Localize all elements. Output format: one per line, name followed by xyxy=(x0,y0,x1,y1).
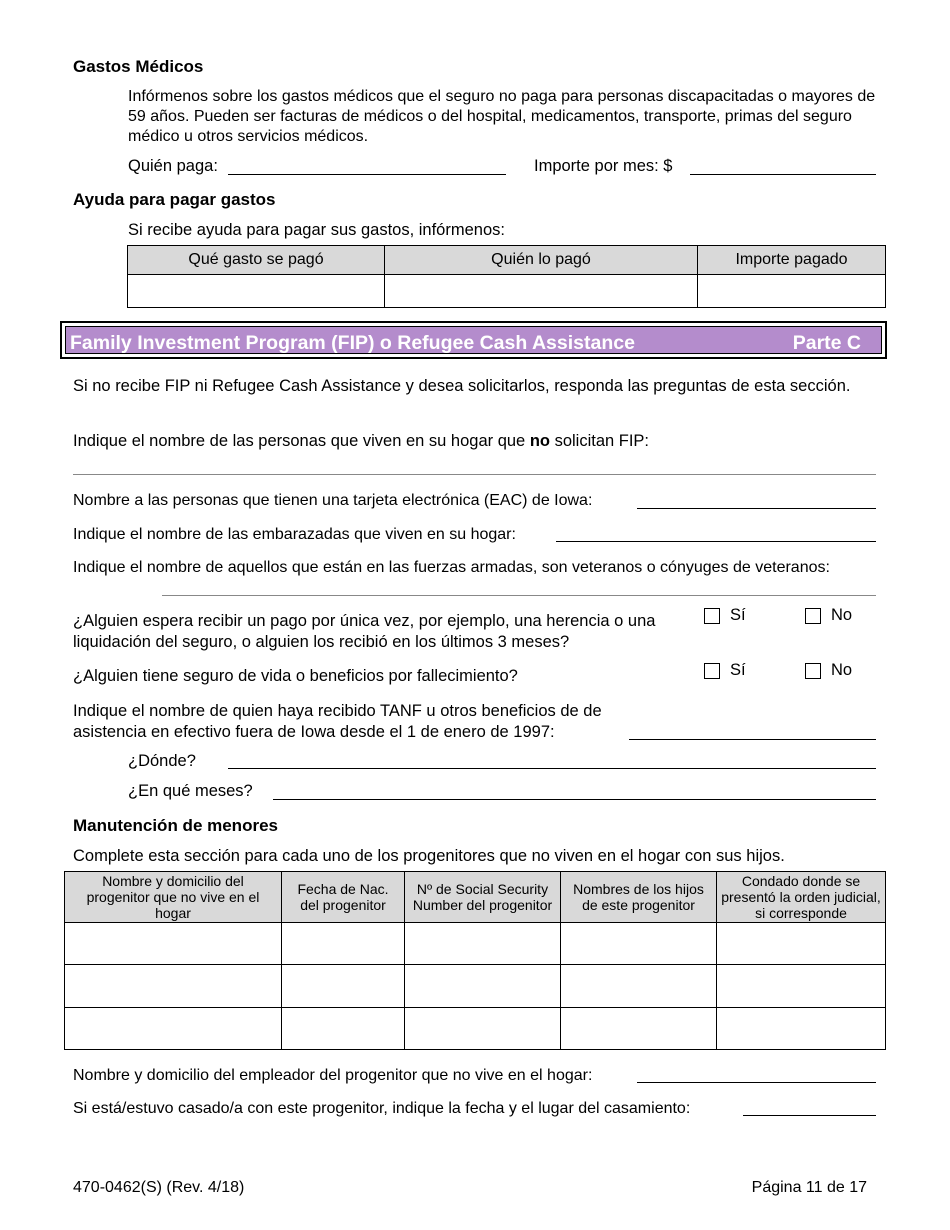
support-cell[interactable] xyxy=(65,923,282,965)
life-insurance-yes-label: Sí xyxy=(730,661,746,679)
support-cell[interactable] xyxy=(65,1008,282,1050)
tanf-label: Indique el nombre de quien haya recibido TANF u otros beneficios de de asistencia en efectivo fuera de Iowa desde el 1 de enero de 1997: xyxy=(73,702,602,741)
help-cell-payer[interactable] xyxy=(385,275,698,308)
support-cell[interactable] xyxy=(405,1008,561,1050)
help-cell-amount[interactable] xyxy=(698,275,886,308)
life-insurance-yes[interactable] xyxy=(704,661,746,680)
support-col-children: Nombres de los hijos de este progenitor xyxy=(561,872,717,923)
not-applying-label xyxy=(73,431,649,452)
fip-intro: Si no recibe FIP ni Refugee Cash Assistance y desea solicitarlos, responda las preguntas de esta sección. xyxy=(73,377,851,395)
support-cell[interactable] xyxy=(561,1008,717,1050)
marriage-field[interactable] xyxy=(743,1115,876,1116)
life-insurance-no-checkbox[interactable] xyxy=(805,663,821,679)
table-row xyxy=(65,1008,886,1050)
support-cell[interactable] xyxy=(561,965,717,1008)
support-intro: Complete esta sección para cada uno de los progenitores que no viven en el hogar con sus hijos. xyxy=(73,847,785,865)
life-insurance-no-label: No xyxy=(831,661,853,679)
not-applying-pre: Indique el nombre de las personas que viven en su hogar que xyxy=(73,432,530,450)
lump-sum-yes-label: Sí xyxy=(730,606,746,624)
support-cell[interactable] xyxy=(282,923,405,965)
banner-title: Family Investment Program (FIP) o Refugee Cash Assistance xyxy=(70,332,635,354)
support-table xyxy=(64,871,886,1050)
help-intro: Si recibe ayuda para pagar sus gastos, infórmenos: xyxy=(128,221,505,239)
lump-sum-no[interactable] xyxy=(805,606,852,625)
life-insurance-question: ¿Alguien tiene seguro de vida o beneficios por fallecimiento? xyxy=(73,667,518,685)
table-row xyxy=(65,965,886,1008)
support-cell[interactable] xyxy=(717,1008,886,1050)
marriage-label: Si está/estuvo casado/a con este progenitor, indique la fecha y el lugar del casamiento: xyxy=(73,1100,691,1117)
support-col-name: Nombre y domicilio del progenitor que no vive en el hogar xyxy=(65,872,282,923)
not-applying-post: solicitan FIP: xyxy=(549,432,650,450)
lump-sum-no-checkbox[interactable] xyxy=(805,608,821,624)
section-banner-fill xyxy=(65,326,882,354)
support-cell[interactable] xyxy=(717,965,886,1008)
months-label: ¿En qué meses? xyxy=(128,782,253,800)
payer-label: Quién paga: xyxy=(128,157,218,175)
support-col-county: Condado donde se presentó la orden judicial, si corresponde xyxy=(717,872,886,923)
tanf-field[interactable] xyxy=(629,739,876,740)
lump-sum-yes[interactable] xyxy=(704,606,746,625)
form-number: 470-0462(S) (Rev. 4/18) xyxy=(73,1179,245,1196)
eac-label: Nombre a las personas que tienen una tarjeta electrónica (EAC) de Iowa: xyxy=(73,492,593,509)
help-col-payer: Quién lo pagó xyxy=(385,246,698,275)
pregnant-label: Indique el nombre de las embarazadas que viven en su hogar: xyxy=(73,526,516,543)
help-col-expense: Qué gasto se pagó xyxy=(128,246,385,275)
support-col-ssn: Nº de Social Security Number del progenitor xyxy=(405,872,561,923)
months-field[interactable] xyxy=(273,799,876,800)
not-applying-bold: no xyxy=(529,432,550,450)
support-cell[interactable] xyxy=(717,923,886,965)
lump-sum-no-label: No xyxy=(831,606,853,624)
amount-label: Importe por mes: $ xyxy=(534,157,673,175)
help-col-amount: Importe pagado xyxy=(698,246,886,275)
life-insurance-yes-checkbox[interactable] xyxy=(704,663,720,679)
table-row xyxy=(65,923,886,965)
employer-field[interactable] xyxy=(637,1082,876,1083)
support-cell[interactable] xyxy=(282,965,405,1008)
help-heading: Ayuda para pagar gastos xyxy=(73,190,276,209)
support-col-dob: Fecha de Nac. del progenitor xyxy=(282,872,405,923)
lump-sum-yes-checkbox[interactable] xyxy=(704,608,720,624)
page-number: Página 11 de 17 xyxy=(751,1179,867,1196)
support-cell[interactable] xyxy=(405,923,561,965)
where-field[interactable] xyxy=(228,768,876,769)
medical-heading: Gastos Médicos xyxy=(73,57,204,76)
employer-label: Nombre y domicilio del empleador del progenitor que no vive en el hogar: xyxy=(73,1067,593,1084)
military-field[interactable] xyxy=(162,595,876,596)
help-table xyxy=(127,245,886,308)
support-heading: Manutención de menores xyxy=(73,816,278,835)
section-banner xyxy=(60,321,887,359)
where-label: ¿Dónde? xyxy=(128,752,196,770)
not-applying-field[interactable] xyxy=(73,474,876,475)
banner-part: Parte C xyxy=(792,332,861,354)
support-cell[interactable] xyxy=(405,965,561,1008)
payer-field[interactable] xyxy=(228,174,506,175)
military-label: Indique el nombre de aquellos que están en las fuerzas armadas, son veteranos o cónyuges de veteranos: xyxy=(73,559,830,576)
help-cell-expense[interactable] xyxy=(128,275,385,308)
life-insurance-no[interactable] xyxy=(805,661,852,680)
lump-sum-question: ¿Alguien espera recibir un pago por única vez, por ejemplo, una herencia o una liquidación del seguro, o alguien los recibió en los últimos 3 meses? xyxy=(73,612,656,651)
pregnant-field[interactable] xyxy=(556,541,876,542)
support-cell[interactable] xyxy=(282,1008,405,1050)
amount-field[interactable] xyxy=(690,174,876,175)
support-cell[interactable] xyxy=(561,923,717,965)
eac-field[interactable] xyxy=(637,508,876,509)
medical-paragraph: Infórmenos sobre los gastos médicos que el seguro no paga para personas discapacitadas o mayores de 59 años. Pueden ser facturas de médicos o del hospital, medicamentos, transporte, primas del seguro médico u otros servicios médicos. xyxy=(128,88,876,145)
support-cell[interactable] xyxy=(65,965,282,1008)
